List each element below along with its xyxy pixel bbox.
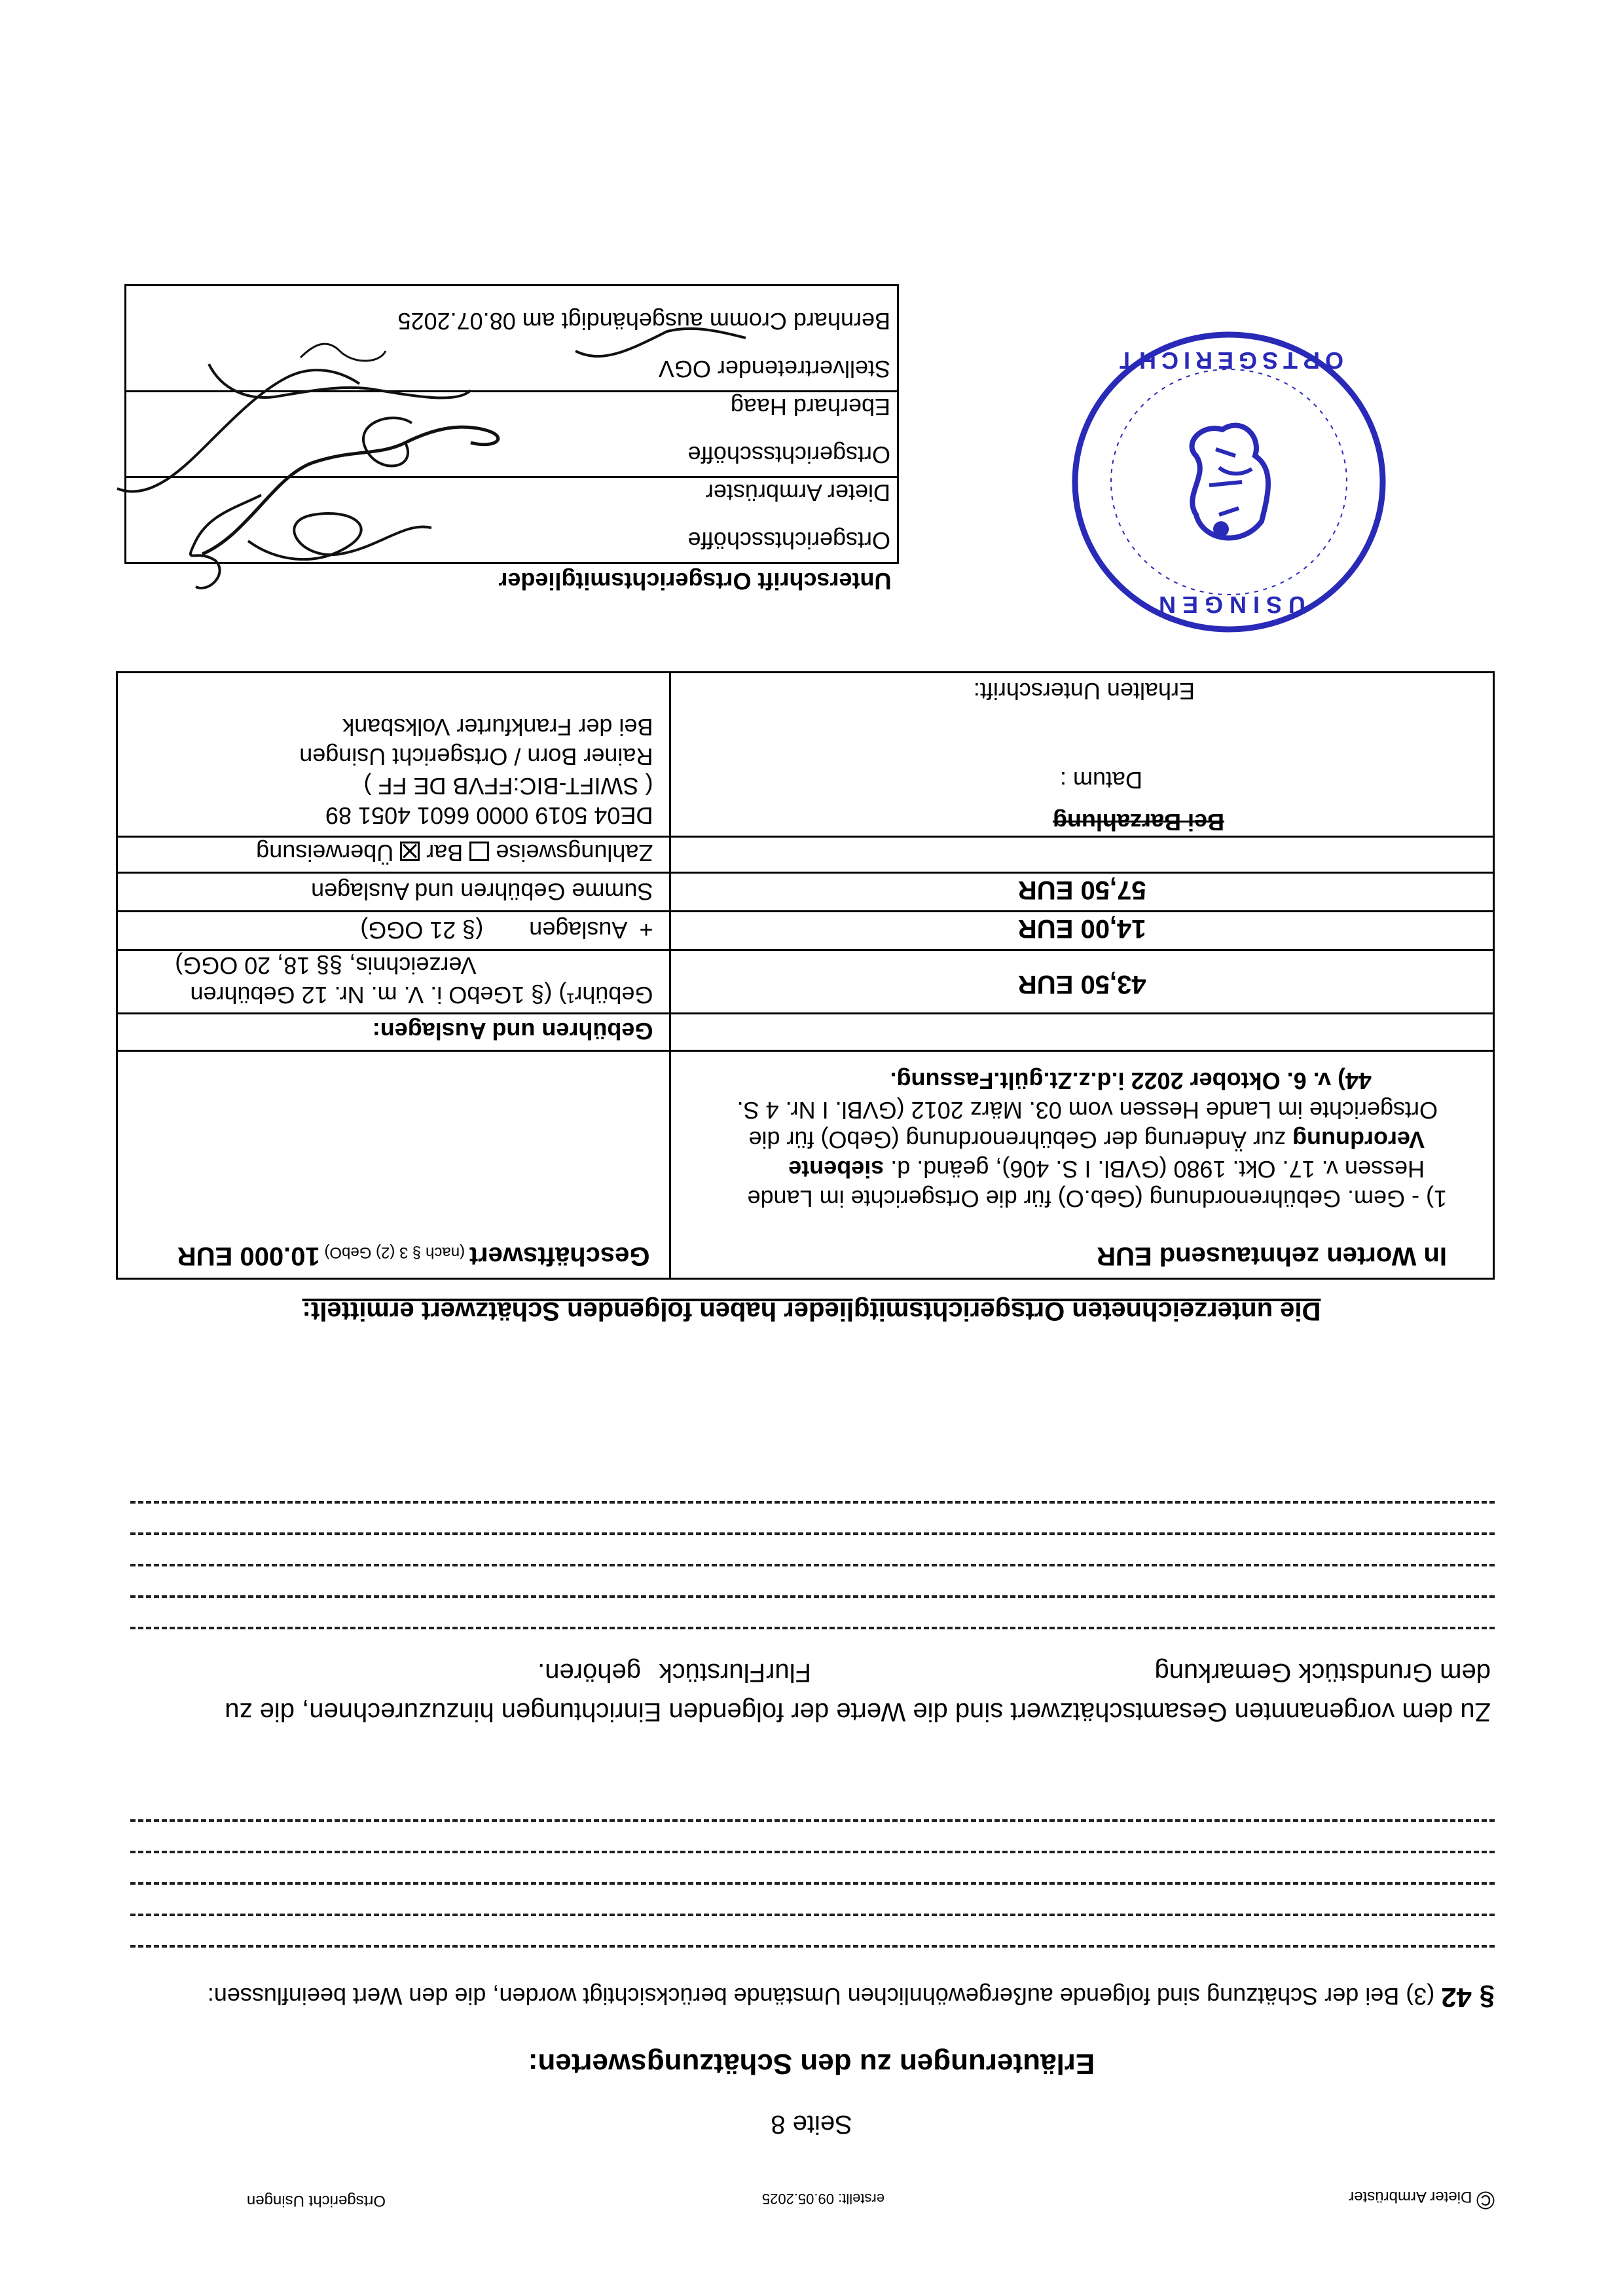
signer-role: Stellvertretender OGV [658, 356, 890, 383]
sum-amount: 57,50 EUR [1017, 876, 1146, 904]
additions-line-2d: gehören. [538, 1658, 641, 1687]
summary-title: Die unterzeichneten Ortsgerichtsmitglieder haben folgenden Schätzwert ermittelt: [302, 1297, 1321, 1325]
expenses-amount: 14,00 EUR [1017, 914, 1146, 943]
signature-title: Unterschrift Ortsgerichtsmitglieder [498, 568, 892, 595]
payment-cell [117, 837, 670, 873]
created-date: erstellt: 09.05.2025 [761, 2191, 884, 2207]
value-amount: 10.000 EUR [177, 1242, 320, 1270]
fee-amount-cell [670, 950, 1494, 1014]
fee-label-cell [117, 950, 670, 1014]
dashed-line [130, 1501, 1495, 1504]
fees-table [116, 671, 1495, 1280]
value-note: (nach § 3 (2) GebO) [319, 1244, 469, 1261]
footnote-line-1: 1) - Gem. Gebührenordnung (Geb.O) für die Ortsgerichte im Lande [747, 1185, 1447, 1212]
value-label: Geschäftswert [469, 1242, 650, 1270]
received-label: Erhalten Unterschrift: [973, 678, 1195, 705]
transfer-label: Überweisung [256, 840, 394, 866]
iban: DE04 5019 0000 6601 4051 89 [325, 802, 653, 829]
bank-name: Bei der Frankfurter Volksbank [342, 714, 653, 741]
dashed-line [130, 1945, 1495, 1948]
date-label: Datum : [1059, 767, 1142, 794]
footnote-line-4: Ortsgerichte im Lande Hessen vom 03. März 2012 (GVBl. I Nr. 4 S. [737, 1097, 1438, 1124]
sum-label: Summe Gebühren und Auslagen [311, 878, 653, 905]
dashed-line [130, 1627, 1495, 1629]
footnote-line-5: 44) v. 6. Oktober 2022 i.d.z.Zt.gült.Fassung. [890, 1067, 1372, 1094]
dashed-line [130, 1532, 1495, 1535]
paragraph-42: § 42 (3) Bei der Schätzung sind folgende außergewöhnlichen Umstände berücksichtigt worden, die den Wert beeinflussen: [207, 1982, 1495, 2013]
dashed-line [130, 1819, 1495, 1822]
expenses-label-cell [117, 912, 670, 950]
dashed-line [130, 1564, 1495, 1566]
bank-cell [117, 673, 670, 837]
footnote-line-3-bold: Verordnung [1292, 1126, 1425, 1153]
receipt-cell [670, 673, 1494, 837]
fee-line-1: Gebühr¹) (§ 1GebO i. V. m. Nr. 12 Gebühren [190, 982, 653, 1009]
footnote-line-3: zur Änderung der Gebührenordnung (GebO) für die [748, 1126, 1292, 1153]
additions-line-2c: Flurstück [659, 1658, 765, 1687]
additions-line-1: Zu dem vorgenannten Gesamtschätzwert sind die Werte der folgenden Einrichtungen hinzuzurechnen, die zu [225, 1697, 1491, 1726]
dashed-line [130, 1914, 1495, 1916]
payment-label: Zahlungsweise [496, 840, 653, 866]
signer-name: Bernhard Cromm ausgehändigt am 08.07.2025 [397, 308, 890, 335]
fees-header-cell [117, 1014, 670, 1051]
sum-amount-cell [670, 873, 1494, 912]
cash-payment-note: Bei Barzahlung [1052, 809, 1224, 836]
signer-role: Ortsgerichtsschöffe [687, 441, 890, 469]
fee-amount: 43,50 EUR [1017, 970, 1146, 999]
bic: ( SWIFT-BIC:FFVB DE FF ) [363, 773, 653, 800]
seal-text-top: USINGEN [1152, 591, 1306, 618]
additions-line-2b: Flur [766, 1658, 811, 1687]
seal-text-bottom: ORTSGERICHT [1114, 347, 1344, 374]
court-seal [1065, 325, 1393, 639]
sum-label-cell [117, 873, 670, 912]
footnote-line-2: Hessen v. 17. Okt. 1980 (GVBl. I S. 406), geänd. d. [890, 1156, 1425, 1183]
expenses-label: + Auslagen (§ 21 OGG) [360, 917, 653, 944]
dashed-line [130, 1595, 1495, 1598]
handwritten-signatures [104, 312, 772, 639]
section-title: Erläuterungen zu den Schätzungswerten: [528, 2048, 1095, 2080]
in-words-cell [670, 1051, 1494, 1279]
dashed-line [130, 1882, 1495, 1885]
additions-line-2a: dem Grundstück Gemarkung [1154, 1658, 1491, 1687]
copyright-author: © Dieter Armbrüster [1349, 2186, 1495, 2213]
fee-line-2: Verzeichnis, §§ 18, 20 OGG) [175, 952, 477, 979]
dashed-line [130, 1851, 1495, 1853]
transfer-checkbox[interactable] [400, 842, 420, 861]
account-holder: Rainer Born / Ortsgericht Usingen [299, 743, 653, 770]
signer-role: Ortsgerichtsschöffe [687, 527, 890, 555]
page-number: Seite 8 [771, 2110, 852, 2139]
fees-header: Gebühren und Auslagen: [372, 1018, 653, 1045]
in-words: In Worten zehntausend EUR [1097, 1242, 1447, 1270]
cash-checkbox[interactable] [469, 842, 489, 861]
court-name: Ortsgericht Usingen [246, 2192, 386, 2210]
footnote-line-2-bold: siebente [788, 1156, 891, 1183]
signer-name: Eberhard Haag [730, 394, 890, 421]
expenses-amount-cell [670, 912, 1494, 950]
cash-label: Bar [426, 840, 464, 866]
signer-name: Dieter Armbrüster [705, 479, 890, 507]
value-cell [117, 1051, 670, 1279]
